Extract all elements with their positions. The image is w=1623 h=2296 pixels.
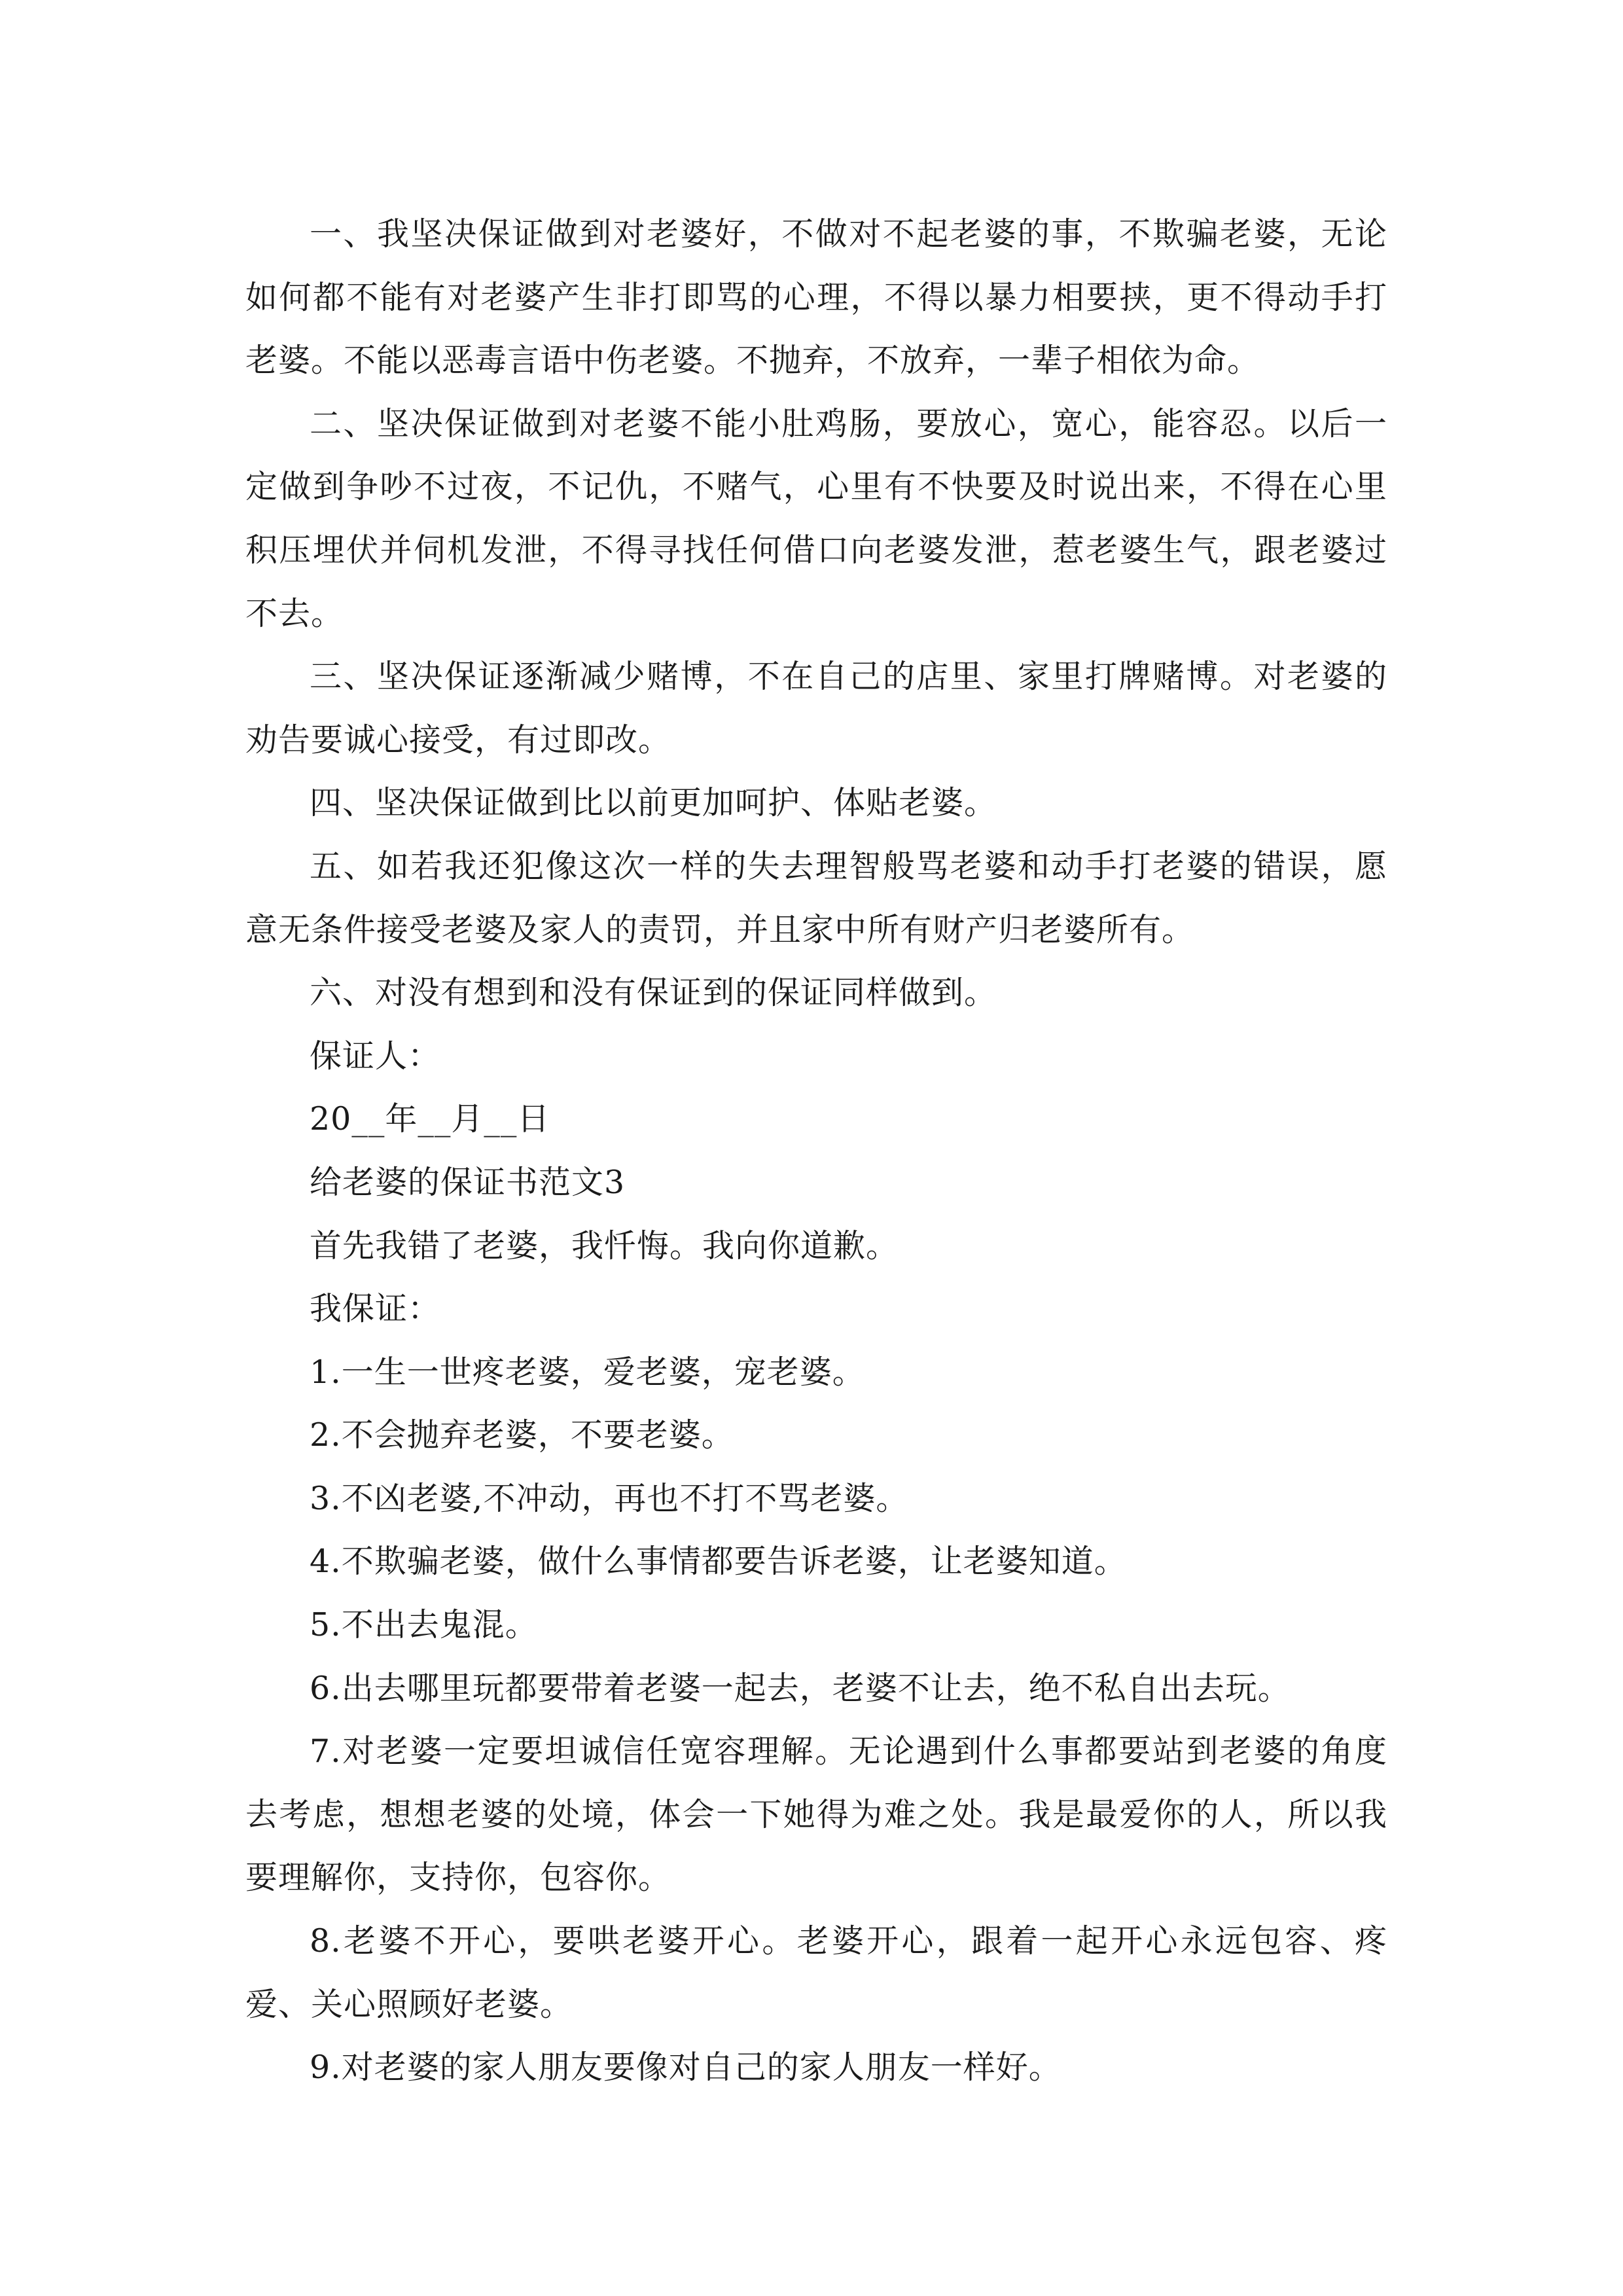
- promise-item-1: 1.一生一世疼老婆，爱老婆，宠老婆。: [310, 1353, 865, 1391]
- apology-paragraph: 首先我错了老婆，我忏悔。我向你道歉。: [310, 1227, 899, 1265]
- paragraph-guarantee-1: 一、我坚决保证做到对老婆好，不做对不起老婆的事，不欺骗老婆，无论如何都不能有对老婆产生非打即骂的心理，不得以暴力相要挟，更不得动手打老婆。不能以恶毒言语中伤老婆。不抛弃，不放弃，一辈子相依为命。: [245, 215, 1387, 380]
- promise-item-7: 7.对老婆一定要坦诚信任宽容理解。无论遇到什么事都要站到老婆的角度去考虑，想想老婆的处境，体会一下她得为难之处。我是最爱你的人，所以我要理解你，支持你，包容你。: [245, 1732, 1387, 1897]
- document-body: [245, 203, 1387, 2100]
- promise-intro: 我保证：: [310, 1290, 441, 1328]
- paragraph-guarantee-5: 五、如若我还犯像这次一样的失去理智般骂老婆和动手打老婆的错误，愿意无条件接受老婆及家人的责罚，并且家中所有财产归老婆所有。: [245, 847, 1387, 948]
- paragraph-guarantee-3: 三、坚决保证逐渐减少赌博，不在自己的店里、家里打牌赌博。对老婆的劝告要诚心接受，有过即改。: [245, 658, 1387, 759]
- promise-item-5: 5.不出去鬼混。: [310, 1606, 538, 1644]
- paragraph-guarantee-6: 六、对没有想到和没有保证到的保证同样做到。: [310, 974, 997, 1012]
- promise-item-9: 9.对老婆的家人朋友要像对自己的家人朋友一样好。: [310, 2049, 1061, 2087]
- date-line: 20__年__月__日: [310, 1100, 550, 1138]
- promise-item-6: 6.出去哪里玩都要带着老婆一起去，老婆不让去，绝不私自出去玩。: [310, 1669, 1291, 1707]
- section-heading: 给老婆的保证书范文3: [310, 1163, 626, 1201]
- paragraph-guarantee-2: 二、坚决保证做到对老婆不能小肚鸡肠，要放心，宽心，能容忍。以后一定做到争吵不过夜，不记仇，不赌气，心里有不快要及时说出来，不得在心里积压埋伏并伺机发泄，不得寻找任何借口向老婆发泄，惹老婆生气，跟老婆过不去。: [245, 404, 1387, 632]
- paragraph-guarantee-4: 四、坚决保证做到比以前更加呵护、体贴老婆。: [310, 784, 997, 822]
- guarantor-signature-line: 保证人：: [310, 1037, 441, 1075]
- promise-item-8: 8.老婆不开心，要哄老婆开心。老婆开心，跟着一起开心永远包容、疼爱、关心照顾好老婆。: [245, 1922, 1387, 2023]
- promise-item-2: 2.不会抛弃老婆，不要老婆。: [310, 1416, 734, 1454]
- promise-item-4: 4.不欺骗老婆，做什么事情都要告诉老婆，让老婆知道。: [310, 1543, 1127, 1581]
- promise-item-3: 3.不凶老婆,不冲动，再也不打不骂老婆。: [310, 1479, 909, 1517]
